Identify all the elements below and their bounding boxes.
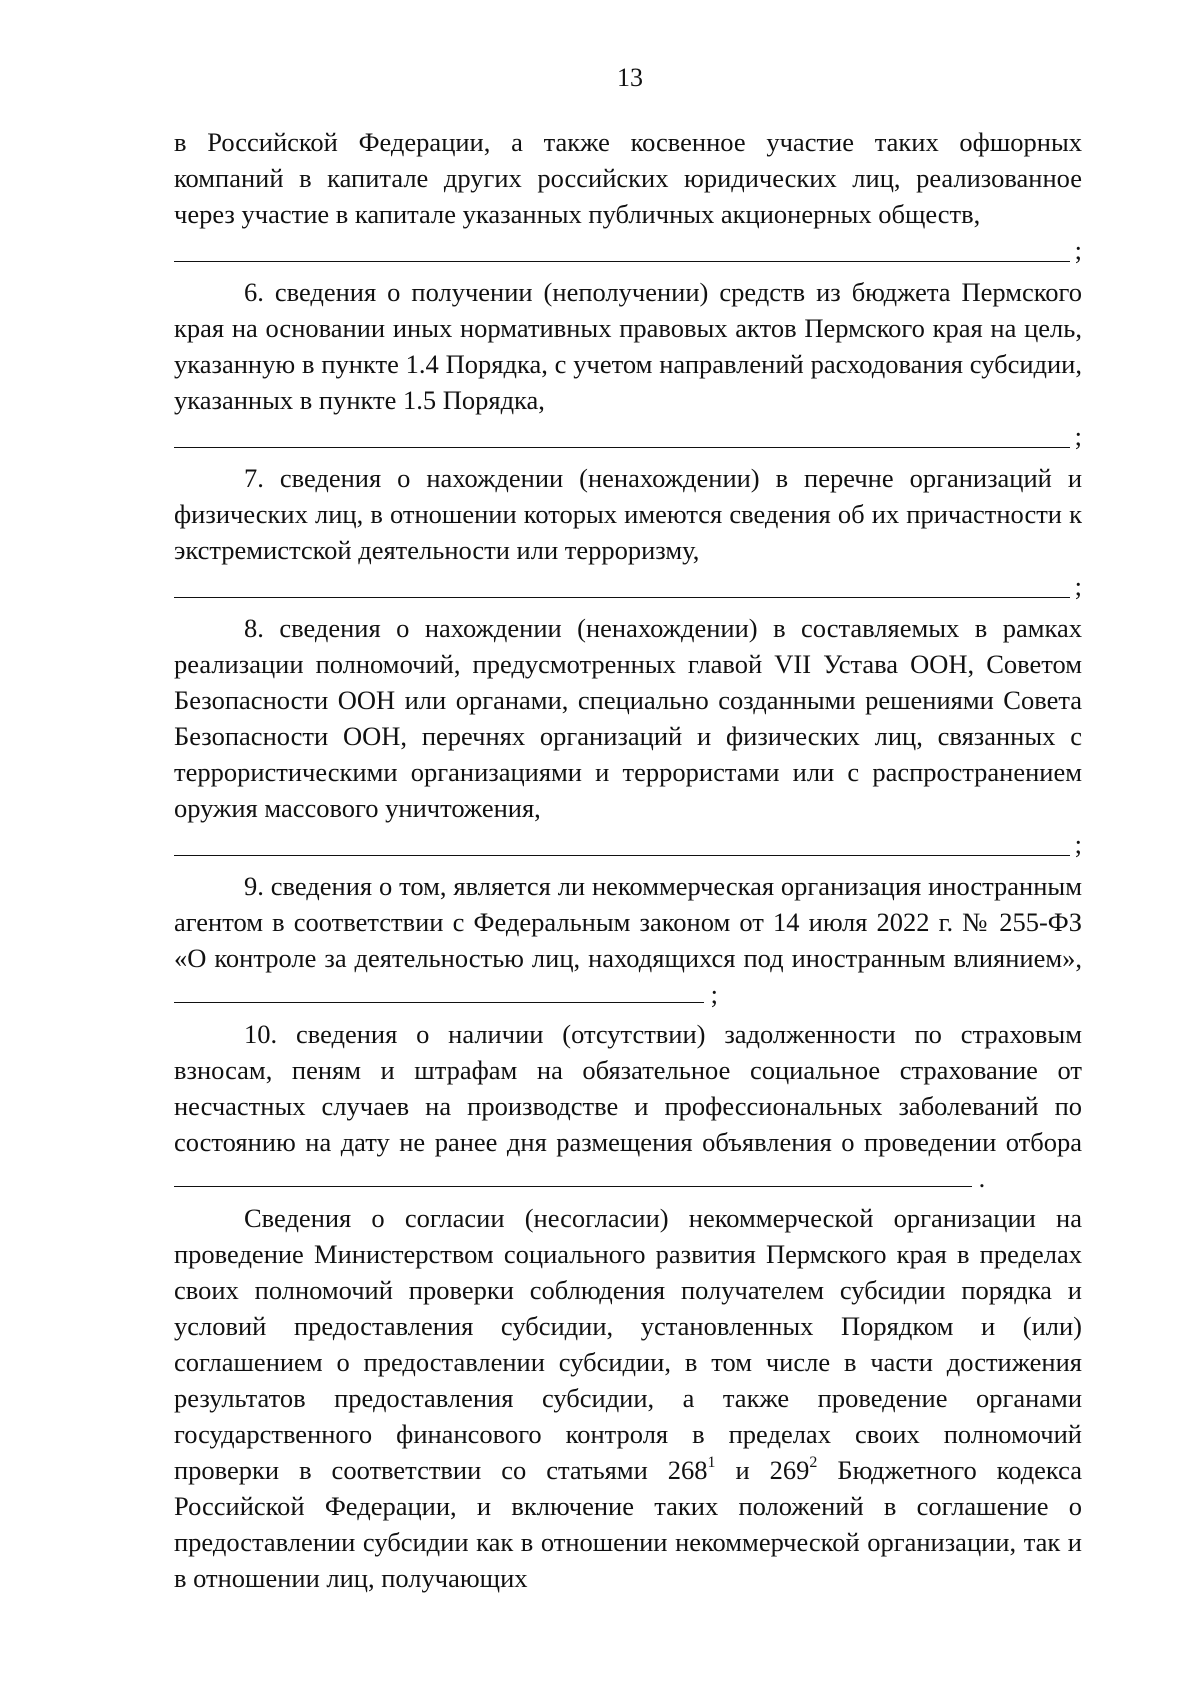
inline-fill-in-blank[interactable] (174, 1162, 972, 1187)
consent-paragraph (174, 1200, 1082, 1596)
line-end-semicolon: ; (1074, 829, 1082, 859)
superscript-1: 1 (707, 1454, 716, 1471)
line-end-semicolon: ; (1074, 421, 1082, 451)
fill-in-blank-line[interactable] (174, 418, 1082, 454)
inline-fill-in-blank[interactable] (174, 978, 704, 1003)
consent-text-part1: Сведения о согласии (несогласии) некоммерческой организации на проведение Министерством социального развития Пермского края в пределах своих полномочий проверки соблюдения получателем субсидии порядка и условий предоставления субсидии, установленных Порядком и (или) соглашением о предоставлении субсидии, в том числе в части достижения результатов предоставления субсидии, а также проведение органами государственного финансового контроля в пределах своих полномочий проверки в соответствии со статьями 268 (174, 1203, 1082, 1485)
item-6-paragraph: 6. сведения о получении (неполучении) средств из бюджета Пермского края на основании иных нормативных правовых актов Пермского края на цель, указанную в пункте 1.4 Порядка, с учетом направлений расходования субсидии, указанных в пункте 1.5 Порядка, (174, 277, 1082, 415)
consent-text-part2: и 269 (715, 1455, 810, 1485)
line-end-semicolon: ; (710, 979, 718, 1009)
page-number: 13 (617, 63, 643, 92)
fill-in-blank-line[interactable] (174, 826, 1082, 862)
blank-underline (174, 261, 1070, 262)
line-end-period: . (978, 1163, 986, 1193)
fill-in-blank-line[interactable] (174, 232, 1082, 268)
line-end-semicolon: ; (1074, 571, 1082, 601)
item-10-text: 10. сведения о наличии (отсутствии) задолженности по страховым взносам, пеням и штрафам на обязательное социальное страхование от несчастных случаев на производстве и профессиональных заболеваний по состоянию на дату не ранее дня размещения объявления о проведении отбора (174, 1019, 1082, 1157)
item-8-paragraph: 8. сведения о нахождении (ненахождении) в составляемых в рамках реализации полномочий, предусмотренных главой VII Устава ООН, Советом Безопасности ООН или органами, специально созданными решениями Совета Безопасности ООН, перечнях организаций и физических лиц, связанных с террористическими организациями и террористами или с распространением оружия массового уничтожения, (174, 613, 1082, 823)
superscript-2: 2 (809, 1454, 818, 1471)
item-9-text: 9. сведения о том, является ли некоммерческая организация иностранным агентом в соответствии с Федеральным законом от 14 июля 2022 г. № 255-ФЗ «О контроле за деятельностью лиц, находящихся под иностранным влиянием», (174, 871, 1082, 973)
blank-underline (174, 447, 1070, 448)
continuation-paragraph: в Российской Федерации, а также косвенное участие таких офшорных компаний в капитале других российских юридических лиц, реализованное через участие в капитале указанных публичных акционерных обществ, (174, 127, 1082, 229)
blank-underline (174, 855, 1070, 856)
consent-text-part3: Бюджетного кодекса Российской Федерации, и включение таких положений в соглашение о предоставлении субсидии как в отношении некоммерческой организации, так и в отношении лиц, получающих (174, 1455, 1082, 1593)
item-9-paragraph (174, 868, 1082, 1012)
item-7-paragraph: 7. сведения о нахождении (ненахождении) в перечне организаций и физических лиц, в отношении которых имеются сведения об их причастности к экстремистской деятельности или терроризму, (174, 463, 1082, 565)
line-end-semicolon: ; (1074, 235, 1082, 265)
blank-underline (174, 597, 1070, 598)
document-body (174, 124, 1082, 1596)
fill-in-blank-line[interactable] (174, 568, 1082, 604)
item-10-paragraph (174, 1016, 1082, 1196)
